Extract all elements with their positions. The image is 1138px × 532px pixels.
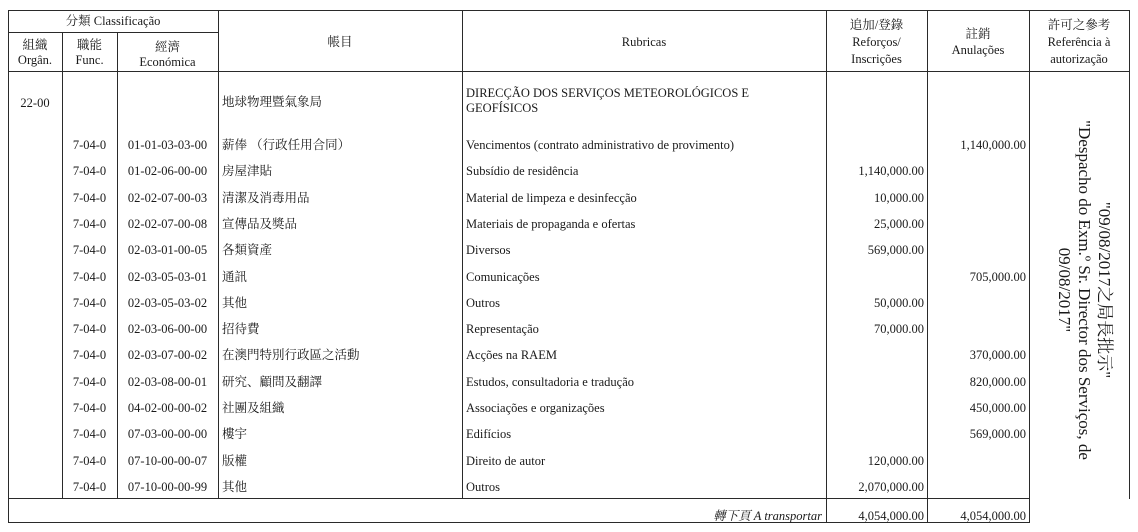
row-econ-code: 04-02-00-00-02 — [127, 401, 208, 415]
header-reforco-zh: 追加/登錄 — [849, 18, 904, 32]
total-anulacao: 4,054,000.00 — [960, 509, 1026, 523]
header-organ-pt: Orgân. — [17, 53, 53, 67]
row-func-code: 7-04-0 — [72, 427, 107, 441]
row-rubrica-pt: Estudos, consultadoria e tradução — [466, 375, 635, 389]
row-econ-code: 02-03-08-00-01 — [127, 375, 208, 389]
row-rubrica-pt: Materiais de propaganda e ofertas — [466, 217, 636, 231]
row-rubrica-pt: Subsídio de residência — [466, 164, 579, 178]
row-econ-code: 01-01-03-03-00 — [127, 138, 208, 152]
row-func-code: 7-04-0 — [72, 322, 107, 336]
row-account-zh: 其他 — [222, 480, 248, 494]
row-rubrica-pt: Associações e organizações — [466, 401, 605, 415]
row-econ-code: 02-03-05-03-02 — [127, 296, 208, 310]
row-account-zh: 招待費 — [222, 322, 260, 336]
header-econ-zh: 經濟 — [154, 40, 180, 54]
row-econ-code: 07-10-00-00-99 — [127, 480, 208, 494]
col-divider-reforco — [927, 10, 928, 523]
row-account-zh: 研究、顧問及翻譯 — [222, 375, 323, 389]
row-func-code: 7-04-0 — [72, 296, 107, 310]
row-rubrica-pt: Outros — [466, 480, 501, 494]
row-func-code: 7-04-0 — [72, 217, 107, 231]
header-func-zh: 職能 — [76, 38, 102, 52]
row-account-zh: 宣傳品及獎品 — [222, 217, 298, 231]
row-rubrica-pt: Vencimentos (contrato administrativo de provimento) — [466, 138, 734, 152]
col-divider-account — [462, 10, 463, 499]
row-econ-code: 07-10-00-00-07 — [127, 454, 208, 468]
row-account-zh: 通訊 — [222, 270, 248, 284]
header-reforco-pt2: Inscrições — [851, 52, 902, 66]
row-reforco-value: 120,000.00 — [867, 454, 924, 468]
row-reforco-value: 50,000.00 — [874, 296, 924, 310]
header-rubricas: Rubricas — [621, 35, 667, 49]
header-organ-zh: 組織 — [22, 38, 48, 52]
reference-note-line1: "09/08/2017之局長批示" — [1095, 201, 1114, 379]
row-reforco-value: 25,000.00 — [874, 217, 924, 231]
header-reference-pt1: Referência à — [1047, 35, 1111, 49]
row-func-code: 7-04-0 — [72, 270, 107, 284]
header-classification: 分類 Classificação — [65, 14, 161, 28]
authorization-reference — [1039, 80, 1129, 500]
row-econ-code: 02-02-07-00-08 — [127, 217, 208, 231]
row-anulacao-value: 370,000.00 — [969, 348, 1026, 362]
row-func-code: 7-04-0 — [72, 454, 107, 468]
row-econ-code: 02-03-01-00-05 — [127, 243, 208, 257]
header-anulacao-zh: 註銷 — [965, 27, 991, 41]
carry-forward-label: 轉下頁 A transportar — [713, 509, 822, 523]
row-rubrica-pt: Diversos — [466, 243, 511, 257]
row-rubrica-pt: Direito de autor — [466, 454, 546, 468]
row-anulacao-value: 820,000.00 — [969, 375, 1026, 389]
header-bottom-border — [8, 71, 1130, 72]
row-rubrica-pt: Outros — [466, 296, 501, 310]
row-account-zh: 薪俸 （行政任用合同） — [222, 138, 351, 152]
header-anulacao-pt: Anulações — [951, 43, 1005, 57]
row-econ-code: 02-03-07-00-02 — [127, 348, 208, 362]
row-reforco-value: 569,000.00 — [867, 243, 924, 257]
row-func-code: 7-04-0 — [72, 191, 107, 205]
header-account: 帳目 — [327, 35, 353, 49]
row-account-zh: 清潔及消毒用品 — [222, 191, 310, 205]
row-anulacao-value: 705,000.00 — [969, 270, 1026, 284]
department-name-pt-line1: DIRECÇÃO DOS SERVIÇOS METEOROLÓGICOS E — [466, 86, 750, 100]
header-reference-pt2: autorização — [1050, 52, 1108, 66]
department-name-pt-line2: GEOFÍSICOS — [466, 101, 539, 115]
row-account-zh: 其他 — [222, 296, 248, 310]
department-name-zh: 地球物理暨氣象局 — [222, 95, 323, 109]
row-reforco-value: 70,000.00 — [874, 322, 924, 336]
reference-note-line2: "Despacho do Exm.º Sr. Director dos Serviços, de — [1075, 120, 1094, 460]
row-reforco-value: 2,070,000.00 — [858, 480, 924, 494]
col-divider-anulacao — [1029, 10, 1030, 523]
left-border — [8, 10, 9, 523]
reference-note-line3: 09/08/2017" — [1055, 247, 1074, 333]
row-func-code: 7-04-0 — [72, 401, 107, 415]
row-func-code: 7-04-0 — [72, 138, 107, 152]
row-account-zh: 社團及組織 — [222, 401, 285, 415]
row-account-zh: 在澳門特別行政區之活動 — [222, 348, 360, 362]
row-rubrica-pt: Material de limpeza e desinfecção — [466, 191, 637, 205]
row-func-code: 7-04-0 — [72, 348, 107, 362]
col-divider-econ — [218, 10, 219, 499]
organ-code: 22-00 — [20, 96, 50, 110]
row-account-zh: 房屋津貼 — [222, 164, 273, 178]
row-econ-code: 02-03-06-00-00 — [127, 322, 208, 336]
row-anulacao-value: 1,140,000.00 — [960, 138, 1026, 152]
row-account-zh: 版權 — [222, 454, 248, 468]
row-account-zh: 各類資產 — [222, 243, 273, 257]
row-func-code: 7-04-0 — [72, 243, 107, 257]
header-reforco-pt1: Reforços/ — [852, 35, 901, 49]
col-divider-rubricas — [826, 10, 827, 523]
row-econ-code: 02-03-05-03-01 — [127, 270, 208, 284]
row-func-code: 7-04-0 — [72, 480, 107, 494]
right-border — [1129, 10, 1130, 499]
row-account-zh: 樓宇 — [222, 427, 248, 441]
row-reforco-value: 10,000.00 — [874, 191, 924, 205]
row-rubrica-pt: Acções na RAEM — [466, 348, 557, 362]
header-reference-zh: 許可之參考 — [1047, 18, 1111, 32]
row-econ-code: 02-02-07-00-03 — [127, 191, 208, 205]
row-anulacao-value: 450,000.00 — [969, 401, 1026, 415]
row-func-code: 7-04-0 — [72, 375, 107, 389]
total-reforco: 4,054,000.00 — [858, 509, 924, 523]
row-rubrica-pt: Comunicações — [466, 270, 540, 284]
row-rubrica-pt: Representação — [466, 322, 539, 336]
row-rubrica-pt: Edifícios — [466, 427, 512, 441]
row-econ-code: 07-03-00-00-00 — [127, 427, 208, 441]
row-anulacao-value: 569,000.00 — [969, 427, 1026, 441]
row-econ-code: 01-02-06-00-00 — [127, 164, 208, 178]
classification-divider — [8, 32, 218, 33]
row-func-code: 7-04-0 — [72, 164, 107, 178]
header-func-pt: Func. — [75, 53, 104, 67]
table-top-border — [8, 10, 1130, 11]
header-econ-pt: Económica — [139, 55, 196, 69]
footer-top-border — [8, 498, 1030, 499]
row-reforco-value: 1,140,000.00 — [858, 164, 924, 178]
